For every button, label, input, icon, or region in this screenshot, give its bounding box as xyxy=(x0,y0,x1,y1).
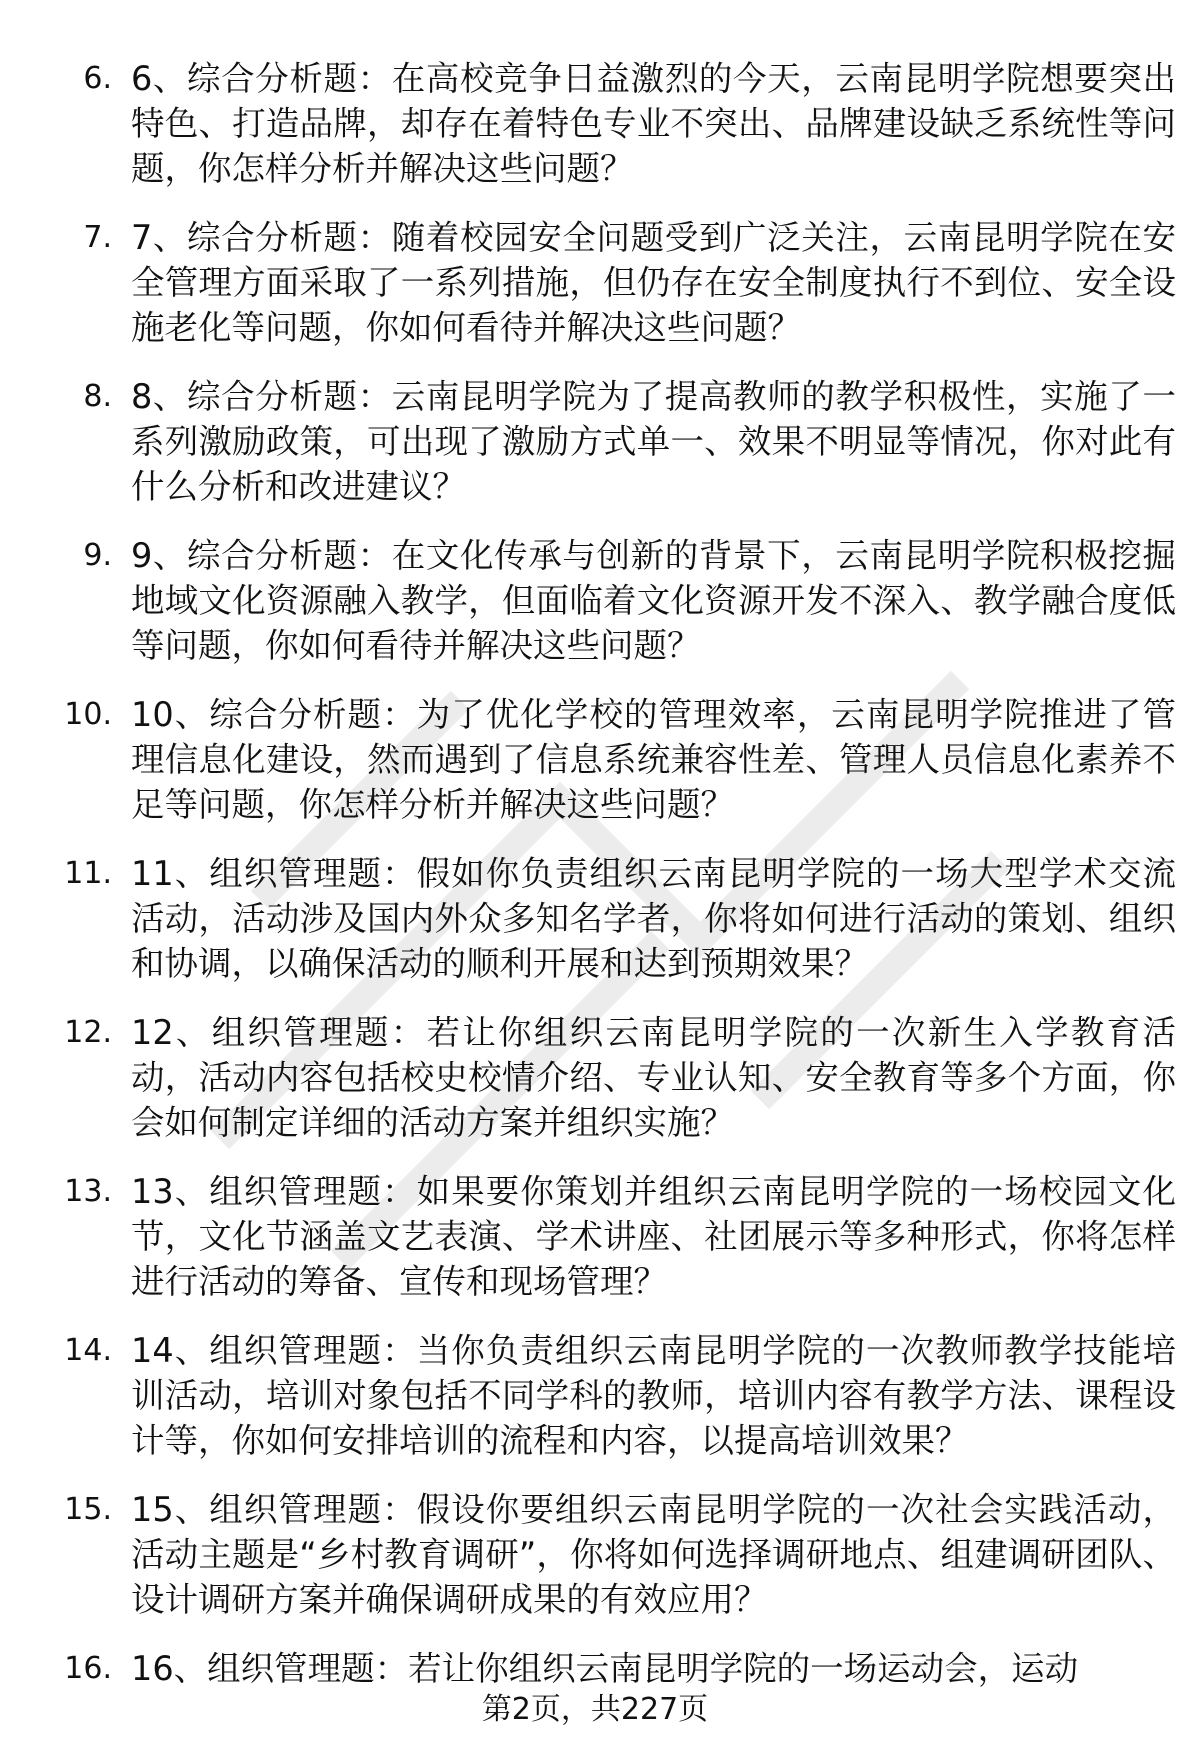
question-text: 6、综合分析题：在高校竞争日益激烈的今天，云南昆明学院想要突出特色、打造品牌，却存在着特色专业不突出、品牌建设缺乏系统性等问题，你怎样分析并解决这些问题？ xyxy=(131,59,1176,188)
question-number: 11. xyxy=(64,856,112,891)
question-text: 15、组织管理题：假设你要组织云南昆明学院的一次社会实践活动，活动主题是“乡村教育调研”，你将如何选择调研地点、组建调研团队、设计调研方案并确保调研成果的有效应用？ xyxy=(131,1490,1176,1619)
question-number: 12. xyxy=(64,1015,112,1050)
list-item xyxy=(0,56,1190,191)
question-text: 12、组织管理题：若让你组织云南昆明学院的一次新生入学教育活动，活动内容包括校史校情介绍、专业认知、安全教育等多个方面，你会如何制定详细的活动方案并组织实施？ xyxy=(131,1013,1176,1142)
page-number-footer: 第2页，共227页 xyxy=(481,1692,709,1727)
question-number: 13. xyxy=(64,1174,112,1209)
question-text: 16、组织管理题：若让你组织云南昆明学院的一场运动会，运动 xyxy=(131,1649,1079,1688)
list-item xyxy=(0,1169,1190,1304)
question-text: 8、综合分析题：云南昆明学院为了提高教师的教学积极性，实施了一系列激励政策，可出现了激励方式单一、效果不明显等情况，你对此有什么分析和改进建议？ xyxy=(131,377,1176,506)
question-list xyxy=(0,56,1190,1715)
question-number: 10. xyxy=(64,697,112,732)
list-item xyxy=(0,851,1190,986)
question-number: 15. xyxy=(64,1492,112,1527)
question-number: 9. xyxy=(83,538,112,573)
question-number: 16. xyxy=(64,1651,112,1686)
question-number: 6. xyxy=(83,61,112,96)
list-item xyxy=(0,374,1190,509)
question-number: 7. xyxy=(83,220,112,255)
question-text: 11、组织管理题：假如你负责组织云南昆明学院的一场大型学术交流活动，活动涉及国内外众多知名学者，你将如何进行活动的策划、组织和协调，以确保活动的顺利开展和达到预期效果？ xyxy=(131,854,1176,983)
list-item xyxy=(0,1010,1190,1145)
question-number: 14. xyxy=(64,1333,112,1368)
question-number: 8. xyxy=(83,379,112,414)
question-text: 13、组织管理题：如果要你策划并组织云南昆明学院的一场校园文化节，文化节涵盖文艺表演、学术讲座、社团展示等多种形式，你将怎样进行活动的筹备、宣传和现场管理？ xyxy=(131,1172,1176,1301)
list-item xyxy=(0,1328,1190,1463)
list-item xyxy=(0,692,1190,827)
list-item xyxy=(0,1487,1190,1622)
question-text: 10、综合分析题：为了优化学校的管理效率，云南昆明学院推进了管理信息化建设，然而遇到了信息系统兼容性差、管理人员信息化素养不足等问题，你怎样分析并解决这些问题？ xyxy=(131,695,1176,824)
question-text: 14、组织管理题：当你负责组织云南昆明学院的一次教师教学技能培训活动，培训对象包括不同学科的教师，培训内容有教学方法、课程设计等，你如何安排培训的流程和内容，以提高培训效果？ xyxy=(131,1331,1176,1460)
list-item xyxy=(0,215,1190,350)
question-text: 7、综合分析题：随着校园安全问题受到广泛关注，云南昆明学院在安全管理方面采取了一系列措施，但仍存在安全制度执行不到位、安全设施老化等问题，你如何看待并解决这些问题？ xyxy=(131,218,1176,347)
question-text: 9、综合分析题：在文化传承与创新的背景下，云南昆明学院积极挖掘地域文化资源融入教学，但面临着文化资源开发不深入、教学融合度低等问题，你如何看待并解决这些问题？ xyxy=(131,536,1176,665)
list-item xyxy=(0,533,1190,668)
